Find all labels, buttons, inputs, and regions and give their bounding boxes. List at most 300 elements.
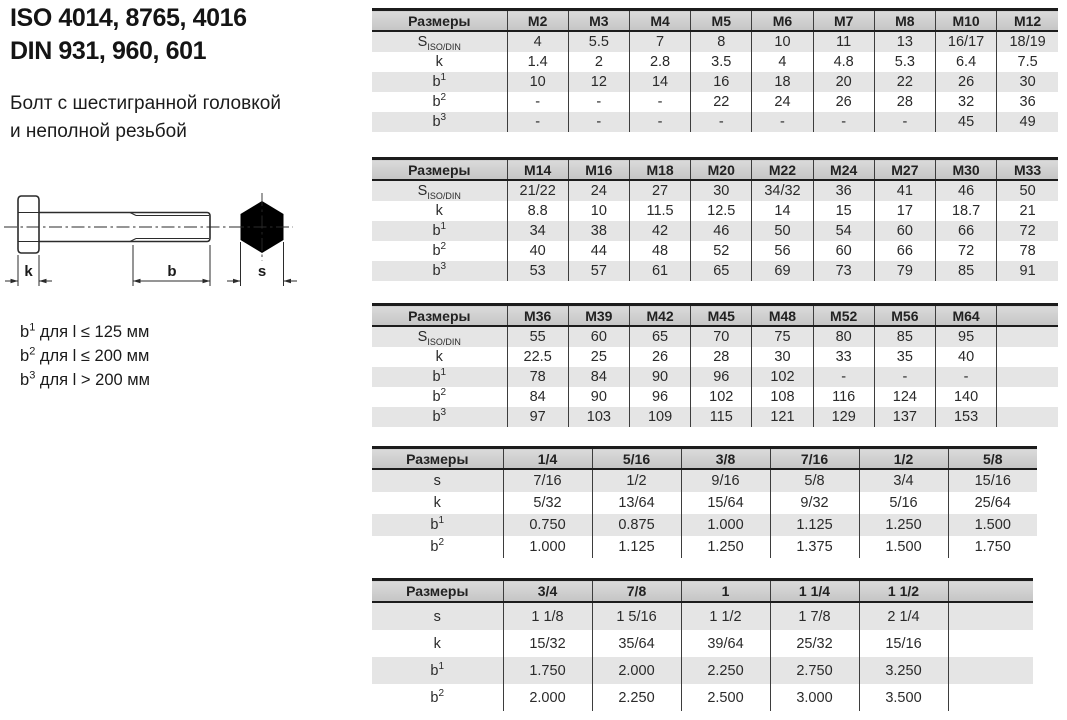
row-label: $b^1$ xyxy=(432,367,447,385)
size-column-header: M52 xyxy=(813,305,874,327)
value-cell: 69 xyxy=(752,261,813,281)
table-corner-label: Размеры xyxy=(372,448,503,470)
row-label: $b^2$ xyxy=(430,687,445,706)
value-cell: 1.125 xyxy=(770,514,859,536)
value-cell: 5.5 xyxy=(568,31,629,52)
footnote-b1: $b^1$ для l ≤ 125 мм xyxy=(20,321,150,341)
value-cell: 11.5 xyxy=(629,201,690,221)
size-column-header: M42 xyxy=(629,305,690,327)
value-cell: - xyxy=(629,92,690,112)
value-cell: 5/32 xyxy=(503,492,592,514)
table-row xyxy=(372,347,1058,367)
value-cell: 3.000 xyxy=(770,684,859,711)
size-column-header: 1 1/4 xyxy=(770,580,859,603)
size-column-header: M45 xyxy=(691,305,752,327)
value-cell: 1.750 xyxy=(948,536,1037,558)
description-line-1: Болт с шестигранной головкой xyxy=(10,93,281,114)
value-cell: 73 xyxy=(813,261,874,281)
size-column-header: M24 xyxy=(813,159,874,181)
k-arrow-left xyxy=(11,279,19,284)
metric-size-table-m36-m64 xyxy=(372,303,1058,427)
value-cell: 53 xyxy=(507,261,568,281)
size-column-header: M64 xyxy=(935,305,996,327)
row-label: $b^3$ xyxy=(432,261,447,279)
value-cell: - xyxy=(568,92,629,112)
inch-size-table-threequarter-to-oneandhalf xyxy=(372,578,1033,711)
table-row xyxy=(372,514,1037,536)
value-cell: 2 1/4 xyxy=(859,602,948,630)
value-cell: 18.7 xyxy=(935,201,996,221)
metric-size-table-m2-m12 xyxy=(372,8,1058,132)
value-cell: 4.8 xyxy=(813,52,874,72)
row-label: $b^1$ xyxy=(430,660,445,679)
value-cell: 4 xyxy=(507,31,568,52)
value-cell: 16/17 xyxy=(935,31,996,52)
value-cell: 48 xyxy=(629,241,690,261)
row-label: k xyxy=(435,54,443,70)
value-cell: 2.250 xyxy=(592,684,681,711)
description-line-2: и неполной резьбой xyxy=(10,120,187,142)
size-column-header: M22 xyxy=(752,159,813,181)
row-label: $b^1$ xyxy=(430,515,445,533)
value-cell: 3.5 xyxy=(691,52,752,72)
table-row xyxy=(372,201,1058,221)
b-arrow-right xyxy=(203,279,211,284)
value-cell: 11 xyxy=(813,31,874,52)
value-cell: 8.8 xyxy=(507,201,568,221)
empty-cell xyxy=(997,387,1058,407)
row-label: k xyxy=(433,635,441,652)
value-cell: 17 xyxy=(874,201,935,221)
value-cell: 7 xyxy=(629,31,690,52)
table-row xyxy=(372,180,1058,201)
value-cell: 103 xyxy=(568,407,629,427)
value-cell: 15/32 xyxy=(503,630,592,657)
title-din: DIN 931, 960, 601 xyxy=(10,36,207,65)
value-cell: 1 1/8 xyxy=(503,602,592,630)
value-cell: 15/16 xyxy=(859,630,948,657)
table-corner-label: Размеры xyxy=(372,10,507,32)
value-cell: 109 xyxy=(629,407,690,427)
value-cell: 28 xyxy=(874,92,935,112)
size-column-header: M4 xyxy=(629,10,690,32)
value-cell: 44 xyxy=(568,241,629,261)
value-cell: 2.750 xyxy=(770,657,859,684)
value-cell: 96 xyxy=(691,367,752,387)
table-corner-label: Размеры xyxy=(372,305,507,327)
value-cell: 79 xyxy=(874,261,935,281)
footnote-b3: $b^3$ для l > 200 мм xyxy=(20,369,150,389)
value-cell: 28 xyxy=(691,347,752,367)
b-arrow-left xyxy=(133,279,141,284)
value-cell: 45 xyxy=(935,112,996,132)
size-column-header: M16 xyxy=(568,159,629,181)
empty-header-cell xyxy=(997,305,1058,327)
row-label: $b^2$ xyxy=(432,387,447,405)
size-column-header: M12 xyxy=(997,10,1058,32)
value-cell: 4 xyxy=(752,52,813,72)
value-cell: 30 xyxy=(752,347,813,367)
value-cell: 14 xyxy=(752,201,813,221)
table-row xyxy=(372,684,1033,711)
value-cell: 35 xyxy=(874,347,935,367)
value-cell: 85 xyxy=(874,326,935,347)
empty-cell xyxy=(997,367,1058,387)
footnote-b2: $b^2$ для l ≤ 200 мм xyxy=(20,345,150,365)
title-iso: ISO 4014, 8765, 4016 xyxy=(10,4,247,32)
value-cell: 15 xyxy=(813,201,874,221)
value-cell: 1.000 xyxy=(503,536,592,558)
size-column-header: M48 xyxy=(752,305,813,327)
value-cell: 95 xyxy=(935,326,996,347)
value-cell: 10 xyxy=(568,201,629,221)
table-row xyxy=(372,602,1033,630)
row-label: $b^3$ xyxy=(432,112,447,130)
value-cell: 66 xyxy=(874,241,935,261)
size-column-header: M3 xyxy=(568,10,629,32)
value-cell: 18 xyxy=(752,72,813,92)
value-cell: 2.8 xyxy=(629,52,690,72)
value-cell: 5/8 xyxy=(770,469,859,492)
value-cell: 121 xyxy=(752,407,813,427)
value-cell: 38 xyxy=(568,221,629,241)
value-cell: 36 xyxy=(813,180,874,201)
table-row xyxy=(372,221,1058,241)
empty-cell xyxy=(997,347,1058,367)
table-row xyxy=(372,52,1058,72)
value-cell: 12 xyxy=(568,72,629,92)
table-header-row xyxy=(372,159,1058,181)
value-cell: 102 xyxy=(752,367,813,387)
row-label: $b^1$ xyxy=(432,72,447,90)
size-column-header: M30 xyxy=(935,159,996,181)
value-cell: 102 xyxy=(691,387,752,407)
table-row xyxy=(372,31,1058,52)
value-cell: 36 xyxy=(997,92,1058,112)
empty-cell xyxy=(948,657,1033,684)
size-column-header: M20 xyxy=(691,159,752,181)
value-cell: 25/64 xyxy=(948,492,1037,514)
size-column-header: 3/8 xyxy=(681,448,770,470)
value-cell: 137 xyxy=(874,407,935,427)
value-cell: 10 xyxy=(752,31,813,52)
table-header-row xyxy=(372,580,1033,603)
value-cell: 78 xyxy=(997,241,1058,261)
row-label: $S_{ISO/DIN}$ xyxy=(417,34,461,52)
value-cell: 70 xyxy=(691,326,752,347)
value-cell: 78 xyxy=(507,367,568,387)
value-cell: 46 xyxy=(691,221,752,241)
value-cell: 3/4 xyxy=(859,469,948,492)
value-cell: 60 xyxy=(813,241,874,261)
value-cell: 15/16 xyxy=(948,469,1037,492)
value-cell: 1.750 xyxy=(503,657,592,684)
value-cell: 66 xyxy=(935,221,996,241)
row-label: s xyxy=(433,473,441,489)
table-row xyxy=(372,241,1058,261)
table-header-row xyxy=(372,305,1058,327)
value-cell: 116 xyxy=(813,387,874,407)
value-cell: 56 xyxy=(752,241,813,261)
value-cell: 30 xyxy=(997,72,1058,92)
value-cell: 41 xyxy=(874,180,935,201)
empty-cell xyxy=(948,684,1033,711)
row-label: $b^2$ xyxy=(432,241,447,259)
row-label: $b^3$ xyxy=(432,407,447,425)
value-cell: 90 xyxy=(629,367,690,387)
value-cell: 0.875 xyxy=(592,514,681,536)
value-cell: 40 xyxy=(507,241,568,261)
value-cell: - xyxy=(691,112,752,132)
value-cell: 6.4 xyxy=(935,52,996,72)
value-cell: 84 xyxy=(507,387,568,407)
value-cell: - xyxy=(752,112,813,132)
value-cell: 7.5 xyxy=(997,52,1058,72)
value-cell: 57 xyxy=(568,261,629,281)
table-corner-label: Размеры xyxy=(372,580,503,603)
value-cell: - xyxy=(935,367,996,387)
value-cell: 1.375 xyxy=(770,536,859,558)
value-cell: 1 7/8 xyxy=(770,602,859,630)
value-cell: 61 xyxy=(629,261,690,281)
s-arrow-left xyxy=(233,279,241,284)
product-description xyxy=(10,90,281,145)
dim-label-s: s xyxy=(257,263,267,280)
value-cell: 60 xyxy=(568,326,629,347)
value-cell: 2.000 xyxy=(503,684,592,711)
size-column-header: M5 xyxy=(691,10,752,32)
value-cell: 25/32 xyxy=(770,630,859,657)
table-row xyxy=(372,72,1058,92)
value-cell: 13 xyxy=(874,31,935,52)
value-cell: 5/16 xyxy=(859,492,948,514)
value-cell: 1.500 xyxy=(859,536,948,558)
value-cell: 2 xyxy=(568,52,629,72)
value-cell: 91 xyxy=(997,261,1058,281)
value-cell: 25 xyxy=(568,347,629,367)
row-label: k xyxy=(433,495,441,511)
table-row xyxy=(372,536,1037,558)
table-corner-label: Размеры xyxy=(372,159,507,181)
row-label: $S_{ISO/DIN}$ xyxy=(417,329,461,347)
value-cell: 80 xyxy=(813,326,874,347)
value-cell: 0.750 xyxy=(503,514,592,536)
value-cell: 72 xyxy=(935,241,996,261)
row-label: $S_{ISO/DIN}$ xyxy=(417,183,461,201)
value-cell: 33 xyxy=(813,347,874,367)
table-row xyxy=(372,261,1058,281)
value-cell: 26 xyxy=(935,72,996,92)
size-column-header: M33 xyxy=(997,159,1058,181)
size-column-header: 5/8 xyxy=(948,448,1037,470)
table-header-row xyxy=(372,10,1058,32)
size-column-header: M2 xyxy=(507,10,568,32)
empty-cell xyxy=(948,602,1033,630)
value-cell: - xyxy=(874,112,935,132)
size-column-header: M7 xyxy=(813,10,874,32)
value-cell: - xyxy=(874,367,935,387)
table-row xyxy=(372,326,1058,347)
value-cell: 1.250 xyxy=(859,514,948,536)
dim-label-k: k xyxy=(24,263,33,280)
value-cell: 1.500 xyxy=(948,514,1037,536)
value-cell: 34/32 xyxy=(752,180,813,201)
value-cell: 39/64 xyxy=(681,630,770,657)
table-row xyxy=(372,112,1058,132)
value-cell: 12.5 xyxy=(691,201,752,221)
value-cell: 7/16 xyxy=(503,469,592,492)
value-cell: 84 xyxy=(568,367,629,387)
value-cell: 46 xyxy=(935,180,996,201)
value-cell: 52 xyxy=(691,241,752,261)
size-column-header: M36 xyxy=(507,305,568,327)
size-column-header: M8 xyxy=(874,10,935,32)
inch-size-table-quarter-to-fiveeighths xyxy=(372,446,1037,558)
size-column-header: M14 xyxy=(507,159,568,181)
value-cell: 54 xyxy=(813,221,874,241)
bolt-head-outline xyxy=(18,196,39,253)
size-column-header: M39 xyxy=(568,305,629,327)
value-cell: 2.250 xyxy=(681,657,770,684)
empty-cell xyxy=(997,326,1058,347)
value-cell: 21/22 xyxy=(507,180,568,201)
s-arrow-right xyxy=(284,279,292,284)
row-label: k xyxy=(435,349,443,365)
footnotes xyxy=(20,320,150,392)
value-cell: 26 xyxy=(629,347,690,367)
value-cell: 75 xyxy=(752,326,813,347)
value-cell: - xyxy=(507,112,568,132)
value-cell: 35/64 xyxy=(592,630,681,657)
value-cell: 5.3 xyxy=(874,52,935,72)
value-cell: 3.250 xyxy=(859,657,948,684)
value-cell: 115 xyxy=(691,407,752,427)
value-cell: 60 xyxy=(874,221,935,241)
value-cell: 22 xyxy=(874,72,935,92)
value-cell: 9/32 xyxy=(770,492,859,514)
value-cell: 140 xyxy=(935,387,996,407)
value-cell: 24 xyxy=(752,92,813,112)
value-cell: 1.000 xyxy=(681,514,770,536)
value-cell: 50 xyxy=(997,180,1058,201)
size-column-header: M27 xyxy=(874,159,935,181)
value-cell: 20 xyxy=(813,72,874,92)
value-cell: 2.000 xyxy=(592,657,681,684)
table-row xyxy=(372,387,1058,407)
value-cell: 49 xyxy=(997,112,1058,132)
value-cell: 65 xyxy=(629,326,690,347)
value-cell: 22.5 xyxy=(507,347,568,367)
value-cell: - xyxy=(507,92,568,112)
value-cell: 21 xyxy=(997,201,1058,221)
table-header-row xyxy=(372,448,1037,470)
row-label: $b^2$ xyxy=(430,537,445,555)
size-column-header: 1/4 xyxy=(503,448,592,470)
page-title xyxy=(10,2,247,67)
value-cell: - xyxy=(629,112,690,132)
empty-cell xyxy=(948,630,1033,657)
value-cell: 24 xyxy=(568,180,629,201)
value-cell: 8 xyxy=(691,31,752,52)
size-column-header: M10 xyxy=(935,10,996,32)
size-column-header: 5/16 xyxy=(592,448,681,470)
value-cell: 30 xyxy=(691,180,752,201)
size-column-header: 7/16 xyxy=(770,448,859,470)
value-cell: 18/19 xyxy=(997,31,1058,52)
size-column-header: 7/8 xyxy=(592,580,681,603)
value-cell: - xyxy=(568,112,629,132)
value-cell: 15/64 xyxy=(681,492,770,514)
table-row xyxy=(372,407,1058,427)
table-row xyxy=(372,492,1037,514)
table-row xyxy=(372,469,1037,492)
row-label: $b^2$ xyxy=(432,92,447,110)
value-cell: 34 xyxy=(507,221,568,241)
dim-label-b: b xyxy=(167,263,177,280)
k-arrow-right xyxy=(39,279,47,284)
value-cell: 96 xyxy=(629,387,690,407)
table-row xyxy=(372,92,1058,112)
size-column-header: M6 xyxy=(752,10,813,32)
value-cell: 32 xyxy=(935,92,996,112)
value-cell: 108 xyxy=(752,387,813,407)
table-row xyxy=(372,657,1033,684)
size-column-header: M56 xyxy=(874,305,935,327)
value-cell: 1 1/2 xyxy=(681,602,770,630)
value-cell: 55 xyxy=(507,326,568,347)
value-cell: 50 xyxy=(752,221,813,241)
value-cell: 3.500 xyxy=(859,684,948,711)
value-cell: 129 xyxy=(813,407,874,427)
bolt-technical-drawing xyxy=(0,183,340,318)
value-cell: 26 xyxy=(813,92,874,112)
row-label: k xyxy=(435,203,443,219)
row-label: $b^1$ xyxy=(432,221,447,239)
value-cell: 14 xyxy=(629,72,690,92)
size-column-header: M18 xyxy=(629,159,690,181)
value-cell: 40 xyxy=(935,347,996,367)
value-cell: 90 xyxy=(568,387,629,407)
table-row xyxy=(372,367,1058,387)
value-cell: - xyxy=(813,112,874,132)
value-cell: 10 xyxy=(507,72,568,92)
value-cell: 1.4 xyxy=(507,52,568,72)
value-cell: 1.125 xyxy=(592,536,681,558)
size-column-header: 1 xyxy=(681,580,770,603)
value-cell: 65 xyxy=(691,261,752,281)
value-cell: 42 xyxy=(629,221,690,241)
value-cell: 72 xyxy=(997,221,1058,241)
empty-header-cell xyxy=(948,580,1033,603)
metric-size-table-m14-m33 xyxy=(372,157,1058,281)
table-row xyxy=(372,630,1033,657)
value-cell: 153 xyxy=(935,407,996,427)
value-cell: 2.500 xyxy=(681,684,770,711)
value-cell: 85 xyxy=(935,261,996,281)
value-cell: 124 xyxy=(874,387,935,407)
value-cell: 1.250 xyxy=(681,536,770,558)
value-cell: 16 xyxy=(691,72,752,92)
value-cell: 13/64 xyxy=(592,492,681,514)
size-column-header: 1/2 xyxy=(859,448,948,470)
value-cell: - xyxy=(813,367,874,387)
value-cell: 97 xyxy=(507,407,568,427)
size-column-header: 3/4 xyxy=(503,580,592,603)
size-column-header: 1 1/2 xyxy=(859,580,948,603)
value-cell: 9/16 xyxy=(681,469,770,492)
empty-cell xyxy=(997,407,1058,427)
row-label: s xyxy=(433,608,441,625)
